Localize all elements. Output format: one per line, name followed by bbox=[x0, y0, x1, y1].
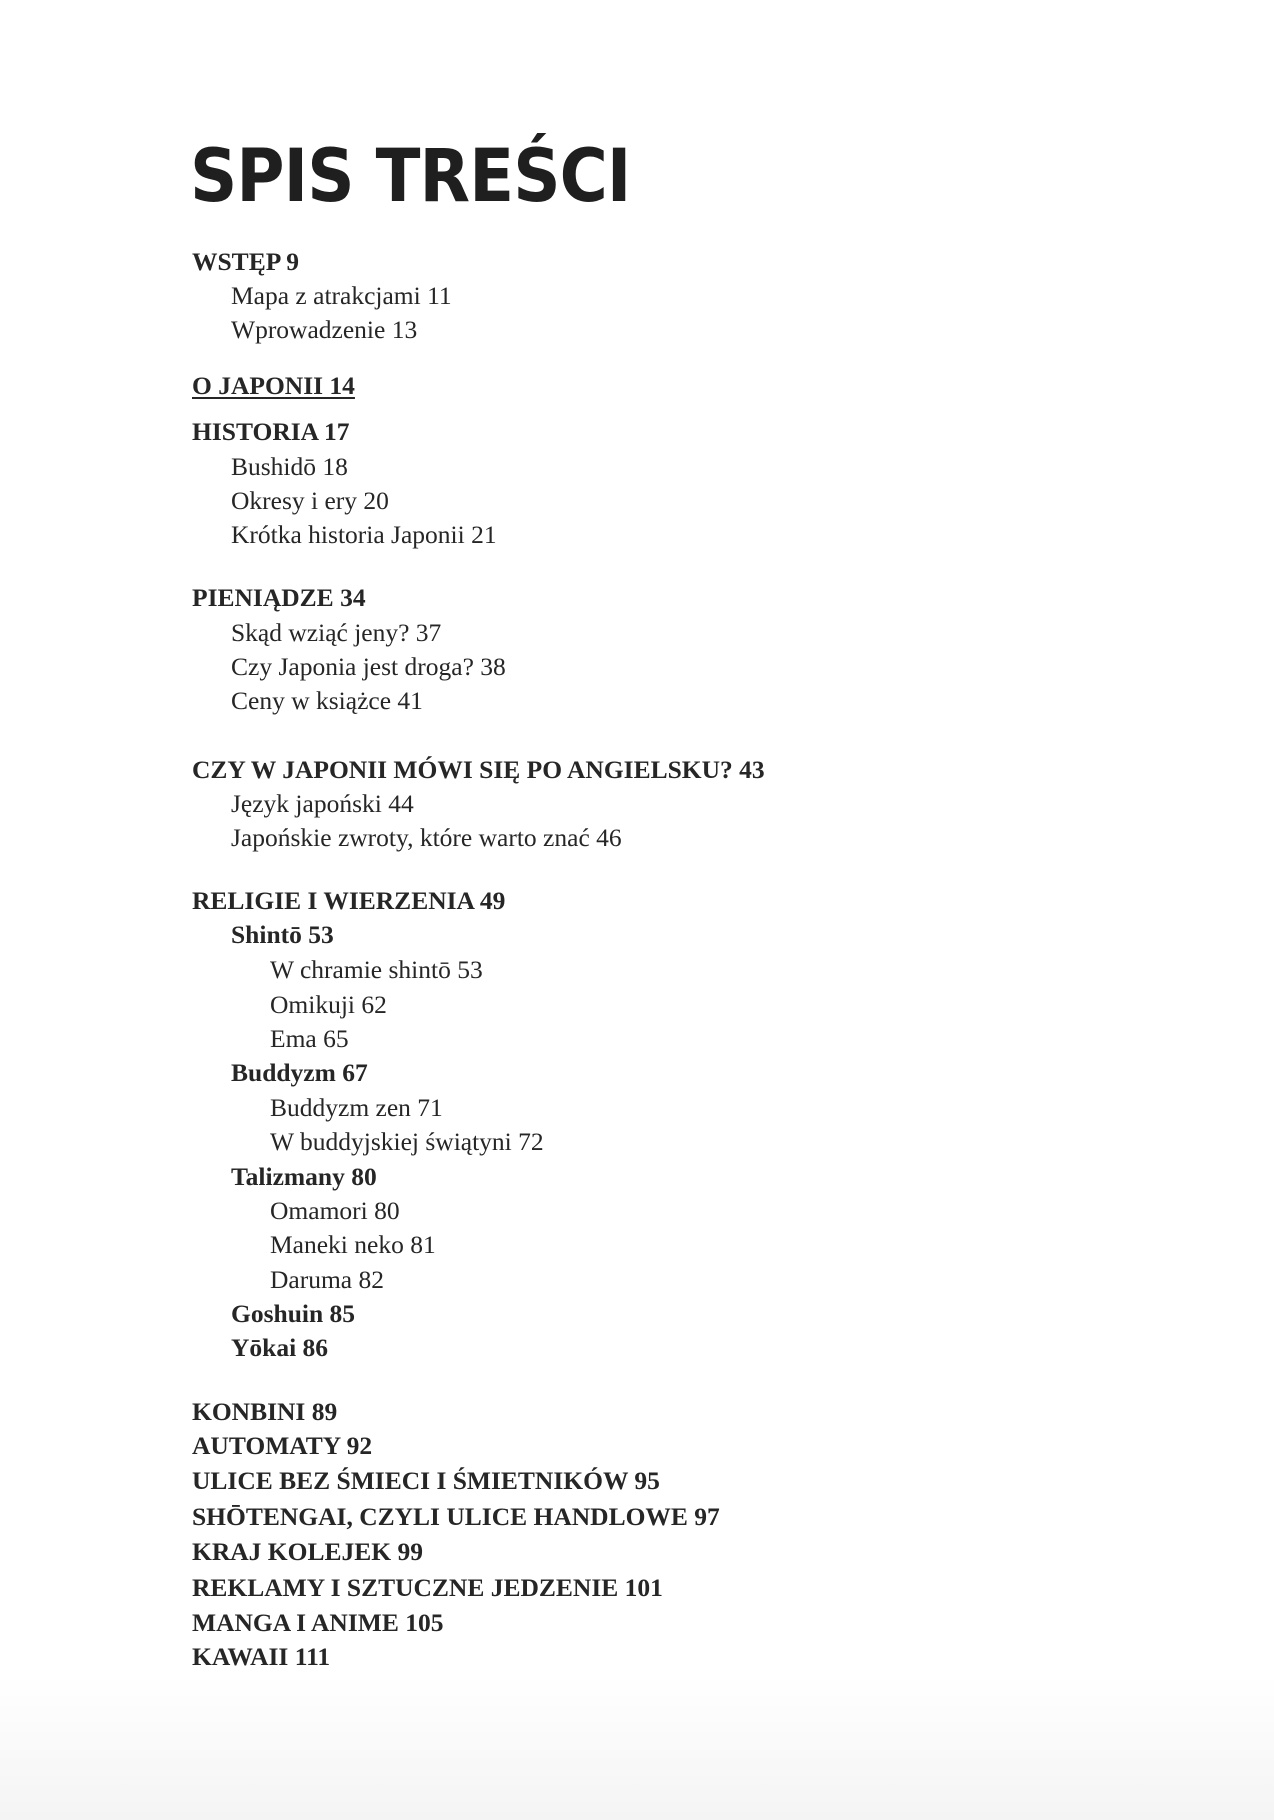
toc-entry: HISTORIA 17 bbox=[192, 417, 350, 446]
toc-entry: Talizmany 80 bbox=[231, 1162, 377, 1191]
toc-entry: WSTĘP 9 bbox=[192, 247, 299, 276]
toc-entry: Goshuin 85 bbox=[231, 1299, 356, 1328]
toc-entry: Ceny w książce 41 bbox=[231, 686, 423, 715]
toc-entry: KAWAII 111 bbox=[192, 1642, 331, 1671]
toc-entry: Maneki neko 81 bbox=[270, 1230, 436, 1259]
toc-entry: KRAJ KOLEJEK 99 bbox=[192, 1537, 423, 1566]
toc-entry: AUTOMATY 92 bbox=[192, 1431, 373, 1460]
toc-entry: PIENIĄDZE 34 bbox=[192, 583, 366, 612]
toc-entry: Buddyzm zen 71 bbox=[270, 1093, 443, 1122]
toc-entry: MANGA I ANIME 105 bbox=[192, 1608, 444, 1637]
toc-entry: Buddyzm 67 bbox=[231, 1058, 368, 1087]
toc-entry: Yōkai 86 bbox=[231, 1333, 329, 1362]
toc-entry: Czy Japonia jest droga? 38 bbox=[231, 652, 506, 681]
page-title: SPIS TREŚCI bbox=[190, 134, 631, 219]
toc-entry: KONBINI 89 bbox=[192, 1397, 338, 1426]
toc-entry: Daruma 82 bbox=[270, 1265, 385, 1294]
toc-entry: W buddyjskiej świątyni 72 bbox=[270, 1127, 544, 1156]
toc-entry: Bushidō 18 bbox=[231, 452, 348, 481]
toc-entry: Krótka historia Japonii 21 bbox=[231, 520, 497, 549]
toc-entry: Ema 65 bbox=[270, 1024, 349, 1053]
toc-entry: Omikuji 62 bbox=[270, 990, 387, 1019]
toc-entry: RELIGIE I WIERZENIA 49 bbox=[192, 886, 506, 915]
toc-entry: Skąd wziąć jeny? 37 bbox=[231, 618, 442, 647]
toc-entry: Język japoński 44 bbox=[231, 789, 414, 818]
toc-entry: SHŌTENGAI, CZYLI ULICE HANDLOWE 97 bbox=[192, 1502, 720, 1531]
toc-entry: Mapa z atrakcjami 11 bbox=[231, 281, 452, 310]
toc-entry: ULICE BEZ ŚMIECI I ŚMIETNIKÓW 95 bbox=[192, 1466, 660, 1495]
toc-entry: CZY W JAPONII MÓWI SIĘ PO ANGIELSKU? 43 bbox=[192, 755, 765, 784]
toc-entry: Japońskie zwroty, które warto znać 46 bbox=[231, 823, 622, 852]
toc-entry: Shintō 53 bbox=[231, 920, 334, 949]
toc-entry: Wprowadzenie 13 bbox=[231, 315, 418, 344]
toc-entry: REKLAMY I SZTUCZNE JEDZENIE 101 bbox=[192, 1573, 663, 1602]
toc-entry: Omamori 80 bbox=[270, 1196, 400, 1225]
toc-entry: O JAPONII 14 bbox=[192, 371, 355, 400]
toc-entry: W chramie shintō 53 bbox=[270, 955, 483, 984]
toc-entry: Okresy i ery 20 bbox=[231, 486, 389, 515]
